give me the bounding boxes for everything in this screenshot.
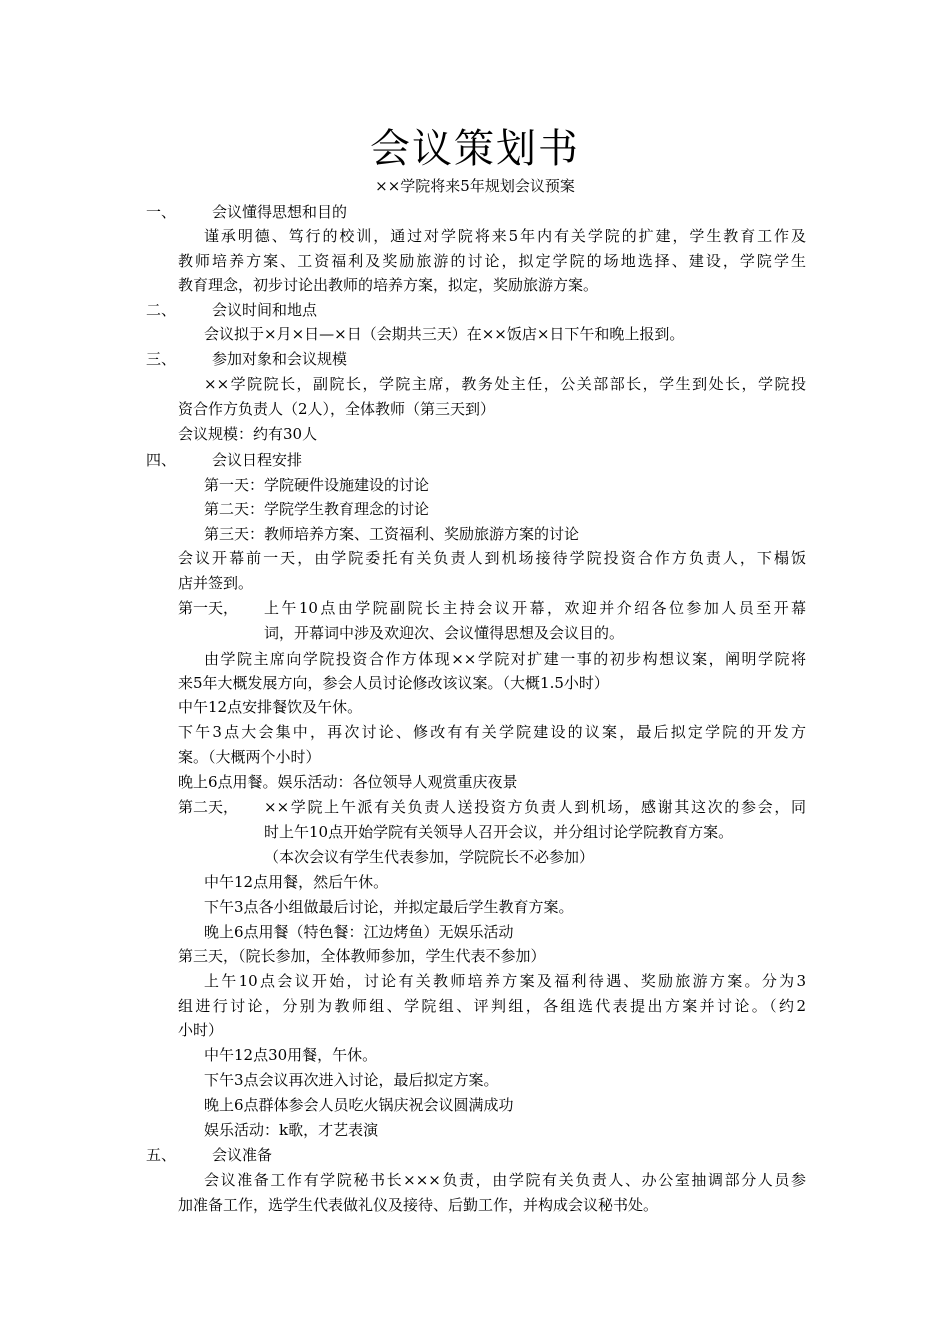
body-line: 上午10点会议开始，讨论有关教师培养方案及福利待遇、奖励旅游方案。分为3	[204, 972, 806, 990]
body-line: 会议开幕前一天，由学院委托有关负责人到机场接待学院投资合作方负责人，下榻饭	[178, 549, 806, 567]
body-line: 第三天，（院长参加，全体教师参加，学生代表不参加）	[178, 947, 546, 965]
section-number: 三、	[146, 350, 177, 368]
body-line: 组进行讨论，分别为教师组、学院组、评判组，各组选代表提出方案并讨论。（约2	[178, 997, 806, 1015]
section-number: 二、	[146, 301, 177, 319]
day-label: 第一天，	[178, 599, 239, 617]
section-number: 五、	[146, 1146, 177, 1164]
body-line: 教育理念，初步讨论出教师的培养方案，拟定，奖励旅游方案。	[178, 276, 599, 294]
body-line: 会议准备工作有学院秘书长×××负责，由学院有关负责人、办公室抽调部分人员参	[204, 1171, 806, 1189]
body-line: 上午10点由学院副院长主持会议开幕，欢迎并介绍各位参加人员至开幕	[264, 599, 806, 617]
body-line: 第二天：学院学生教育理念的讨论	[204, 500, 430, 518]
body-line: 店并签到。	[178, 574, 254, 592]
section-heading: 参加对象和会议规模	[212, 350, 348, 368]
body-line: 案。（大概两个小时）	[178, 748, 321, 766]
body-line: 教师培养方案、工资福利及奖励旅游的讨论，拟定学院的场地选择、建设，学院学生	[178, 252, 806, 270]
body-line: 来5年大概发展方向，参会人员讨论修改该议案。（大概1.5小时）	[178, 674, 609, 692]
body-line: 中午12点30用餐，午休。	[204, 1046, 378, 1064]
body-line: 词，开幕词中涉及欢迎次、会议懂得思想及会议目的。	[264, 624, 625, 642]
body-line: 中午12点用餐，然后午休。	[204, 873, 389, 891]
body-line: （本次会议有学生代表参加，学院院长不必参加）	[264, 848, 595, 866]
body-line: 第一天：学院硬件设施建设的讨论	[204, 476, 430, 494]
section-heading: 会议日程安排	[212, 451, 303, 469]
body-line: 晚上6点群体参会人员吃火锅庆祝会议圆满成功	[204, 1096, 514, 1114]
document-title: 会议策划书	[370, 126, 580, 172]
body-line: 中午12点安排餐饮及午休。	[178, 698, 363, 716]
body-line: 第三天：教师培养方案、工资福利、奖励旅游方案的讨论	[204, 525, 580, 543]
body-line: ××学院上午派有关负责人送投资方负责人到机场，感谢其这次的参会，同	[264, 798, 806, 816]
body-line: 由学院主席向学院投资合作方体现××学院对扩建一事的初步构想议案，阐明学院将	[204, 650, 806, 668]
body-line: 晚上6点用餐（特色餐：江边烤鱼）无娱乐活动	[204, 923, 514, 941]
body-line: 娱乐活动：k歌，才艺表演	[204, 1121, 379, 1139]
body-line: 小时）	[178, 1021, 224, 1039]
body-line: 会议规模：约有30人	[178, 425, 318, 443]
body-line: 加准备工作，选学生代表做礼仪及接待、后勤工作，并构成会议秘书处。	[178, 1196, 659, 1214]
body-line: 下午3点会议再次进入讨论，最后拟定方案。	[204, 1071, 499, 1089]
body-line: 晚上6点用餐。娱乐活动：各位领导人观赏重庆夜景	[178, 773, 518, 791]
day-label: 第二天，	[178, 798, 239, 816]
section-heading: 会议懂得思想和目的	[212, 203, 348, 221]
document-subtitle: ××学院将来5年规划会议预案	[375, 177, 575, 195]
body-line: 下午3点各小组做最后讨论，并拟定最后学生教育方案。	[204, 898, 574, 916]
body-line: 时上午10点开始学院有关领导人召开会议，并分组讨论学院教育方案。	[264, 823, 734, 841]
section-heading: 会议时间和地点	[212, 301, 318, 319]
section-number: 四、	[146, 451, 177, 469]
body-line: 会议拟于×月×日—×日（会期共三天）在××饭店×日下午和晚上报到。	[204, 325, 685, 343]
section-number: 一、	[146, 203, 177, 221]
body-line: 下午3点大会集中，再次讨论、修改有有关学院建设的议案，最后拟定学院的开发方	[178, 723, 806, 741]
body-line: 谨承明德、笃行的校训，通过对学院将来5年内有关学院的扩建，学生教育工作及	[204, 227, 806, 245]
body-line: ××学院院长，副院长，学院主席，教务处主任，公关部部长，学生到处长，学院投	[204, 375, 806, 393]
body-line: 资合作方负责人（2人），全体教师（第三天到）	[178, 400, 496, 418]
section-heading: 会议准备	[212, 1146, 273, 1164]
